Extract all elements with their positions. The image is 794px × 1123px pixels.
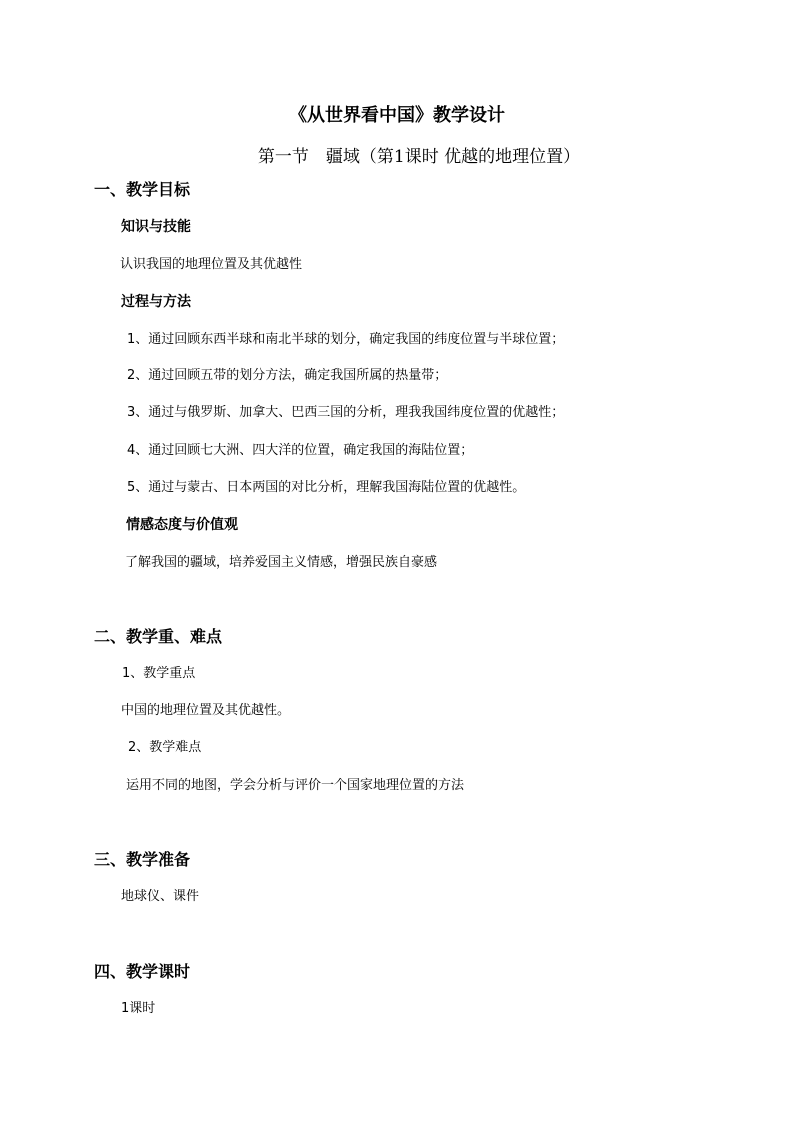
knowledge-skills-text: 认识我国的地理位置及其优越性 [120,257,303,272]
process-item: 4、通过回顾七大洲、四大洋的位置，确定我国的海陆位置； [127,443,474,458]
key-point-text: 中国的地理位置及其优越性。 [121,703,291,718]
process-method-heading: 过程与方法 [121,294,191,310]
key-point-label: 1、教学重点 [122,666,196,681]
page-title: 《从世界看中国》教学设计 [289,105,505,126]
section-heading-preparation: 三、教学准备 [94,850,191,869]
process-item: 1、通过回顾东西半球和南北半球的划分，确定我国的纬度位置与半球位置； [127,332,565,347]
emotion-values-heading: 情感态度与价值观 [126,517,238,533]
page-subtitle: 第一节 疆域（第1课时 优越的地理位置） [257,147,581,167]
section-heading-objectives: 一、教学目标 [94,180,191,199]
preparation-text: 地球仪、课件 [121,889,200,904]
process-item: 5、通过与蒙古、日本两国的对比分析，理解我国海陆位置的优越性。 [127,480,526,495]
difficulty-label: 2、教学难点 [128,740,202,755]
class-hours-text: 1课时 [121,1001,156,1016]
section-heading-key-difficult: 二、教学重、难点 [94,627,223,646]
section-heading-class-hours: 四、教学课时 [94,962,191,981]
process-item: 2、通过回顾五带的划分方法，确定我国所属的热量带； [127,368,448,383]
difficulty-text: 运用不同的地图，学会分析与评价一个国家地理位置的方法 [126,778,465,793]
knowledge-skills-heading: 知识与技能 [121,219,191,235]
process-item: 3、通过与俄罗斯、加拿大、巴西三国的分析，理我我国纬度位置的优越性； [127,405,565,420]
emotion-values-text: 了解我国的疆域，培养爱国主义情感，增强民族自豪感 [125,555,438,570]
